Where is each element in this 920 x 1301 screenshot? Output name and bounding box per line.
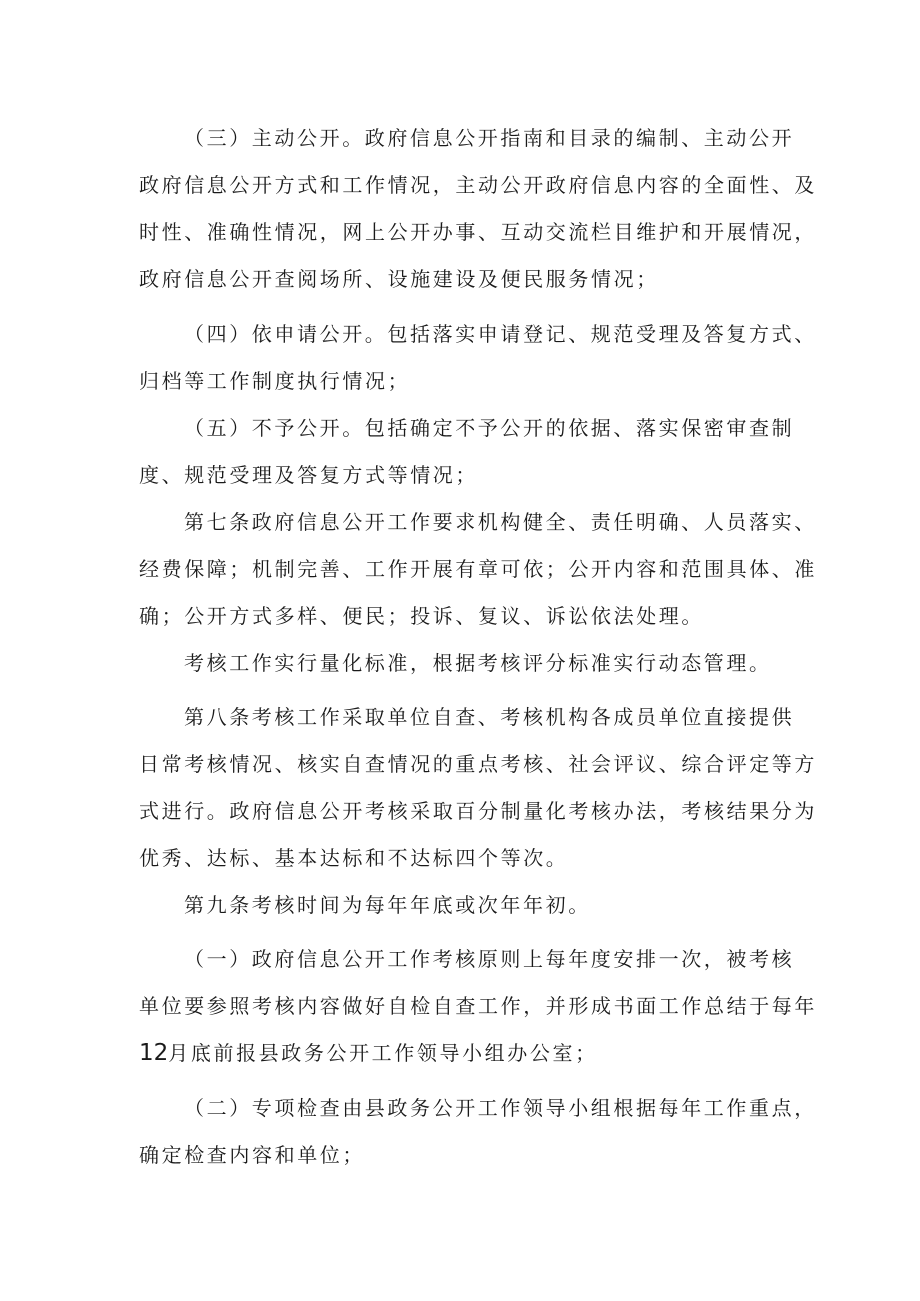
text-line: （四）依申请公开。包括落实申请登记、规范受理及答复方式、: [184, 322, 817, 346]
text-line: 归档等工作制度执行情况；: [139, 369, 411, 393]
text-line: （三）主动公开。政府信息公开指南和目录的编制、主动公开: [184, 126, 795, 150]
text-line: 日常考核情况、核实自查情况的重点考核、社会评议、综合评定等方: [139, 752, 817, 776]
text-line: 确；公开方式多样、便民；投诉、复议、诉讼依法处理。: [139, 604, 704, 628]
text-line: 第七条政府信息公开工作要求机构健全、责任明确、人员落实、: [184, 510, 817, 534]
text-line: 政府信息公开方式和工作情况，主动公开政府信息内容的全面性、及: [139, 173, 817, 197]
text-line: 考核工作实行量化标准，根据考核评分标准实行动态管理。: [184, 651, 772, 675]
text-line: 第九条考核时间为每年年底或次年年初。: [184, 893, 591, 917]
text-segment: 月底前报县政务公开工作领导小组办公室；: [168, 1041, 598, 1065]
text-line: 式进行。政府信息公开考核采取百分制量化考核办法，考核结果分为: [139, 799, 817, 823]
text-line: 确定检查内容和单位；: [139, 1143, 365, 1167]
text-line: 第八条考核工作采取单位自查、考核机构各成员单位直接提供: [184, 705, 795, 729]
text-line: （五）不予公开。包括确定不予公开的依据、落实保密审查制: [184, 416, 795, 440]
text-line: 优秀、达标、基本达标和不达标四个等次。: [139, 846, 569, 870]
text-line: 经费保障；机制完善、工作开展有章可依；公开内容和范围具体、准: [139, 557, 817, 581]
text-line: [139, 1029, 920, 1077]
text-line: 政府信息公开查阅场所、设施建设及便民服务情况；: [139, 267, 659, 291]
text-line: （一）政府信息公开工作考核原则上每年度安排一次，被考核: [184, 947, 795, 971]
text-line: 单位要参照考核内容做好自检自查工作，并形成书面工作总结于每年: [139, 994, 817, 1018]
text-line: 时性、准确性情况，网上公开办事、互动交流栏目维护和开展情况，: [139, 220, 817, 244]
text-number: 12: [139, 1040, 169, 1066]
text-line: 度、规范受理及答复方式等情况；: [139, 463, 478, 487]
text-line: （二）专项检查由县政务公开工作领导小组根据每年工作重点，: [184, 1096, 817, 1120]
